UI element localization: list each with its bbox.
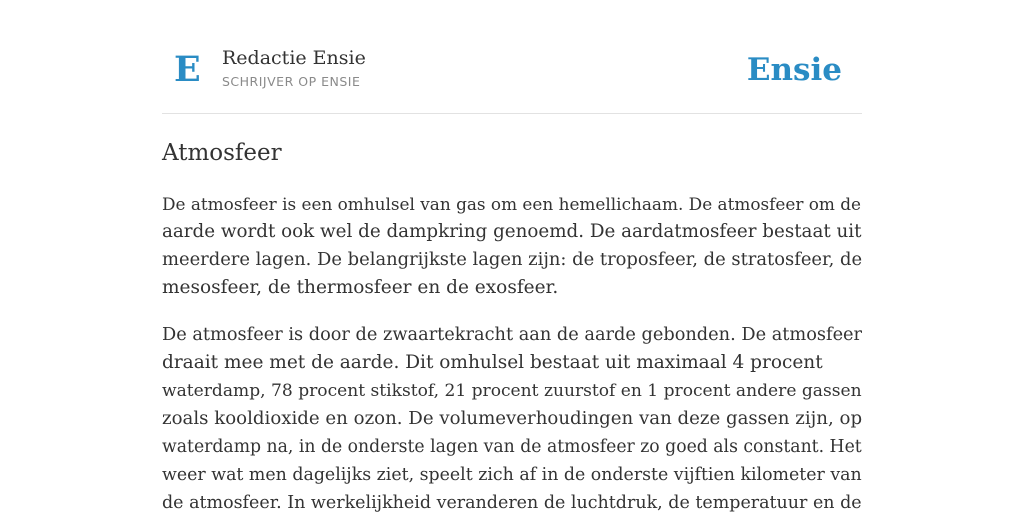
paragraph (162, 190, 862, 302)
text-line: aarde wordt ook wel de dampkring genoemd. De aardatmosfeer bestaat uit (162, 221, 862, 242)
text-line: draait mee met de aarde. Dit omhulsel bestaat uit maximaal 4 procent (162, 352, 823, 373)
page-title: Atmosfeer (162, 140, 282, 166)
header (162, 0, 862, 114)
text-line: zoals kooldioxide en ozon. De volumeverhoudingen van deze gassen zijn, op (162, 408, 863, 429)
article-body (162, 190, 862, 512)
brand-logo[interactable]: Ensie (746, 52, 842, 88)
text-line: waterdamp, 78 procent stikstof, 21 procent zuurstof en 1 procent andere gassen (162, 381, 862, 401)
text-line: weer wat men dagelijks ziet, speelt zich af in de onderste vijftien kilometer van (162, 465, 862, 485)
author-role: SCHRIJVER OP ENSIE (222, 74, 361, 89)
avatar[interactable]: E (174, 49, 201, 90)
text-line: waterdamp na, in de onderste lagen van de atmosfeer zo goed als constant. Het (162, 437, 862, 457)
text-line: De atmosfeer is door de zwaartekracht aan de aarde gebonden. De atmosfeer (162, 325, 863, 345)
paragraph (162, 321, 862, 512)
text-line: De atmosfeer is een omhulsel van gas om een hemellichaam. De atmosfeer om de (162, 194, 862, 214)
author-name[interactable]: Redactie Ensie (222, 47, 366, 69)
text-line: meerdere lagen. De belangrijkste lagen zijn: de troposfeer, de stratosfeer, de (162, 249, 863, 270)
text-line: de atmosfeer. In werkelijkheid veranderen de luchtdruk, de temperatuur en de (162, 493, 862, 512)
text-line: mesosfeer, de thermosfeer en de exosfeer. (162, 277, 559, 298)
